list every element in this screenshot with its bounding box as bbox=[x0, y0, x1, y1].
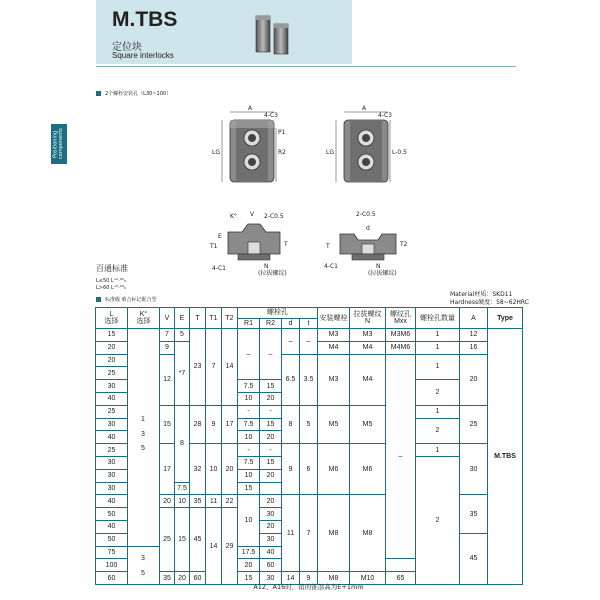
dim-t2-label: T2 bbox=[400, 241, 408, 248]
table-row: 20 12 6.5 3.5 M3 M4 – 1 20 bbox=[96, 354, 523, 367]
dim-chamfer-top-label: 2-C0.5 bbox=[264, 213, 284, 220]
table-row: 60 35 20 60 15 30 14 9 M8 M10 65 bbox=[96, 572, 523, 585]
dim-chamfer-bottom-label: 4-C1 bbox=[212, 265, 226, 272]
header-divider bbox=[96, 66, 516, 67]
dim-chamfer-label: 4-C3 bbox=[264, 112, 278, 119]
dim-r2-label: R2 bbox=[278, 149, 286, 156]
table-row: 25 bbox=[96, 367, 523, 380]
dim-n-note: (拉拔螺纹) bbox=[368, 270, 397, 276]
dim-d-label: d bbox=[366, 225, 370, 232]
table-row: 30 7.5 15 2 bbox=[96, 418, 523, 431]
spec-table bbox=[95, 307, 523, 585]
standard-title: 百通标准 bbox=[96, 264, 128, 273]
dim-t-label: T bbox=[284, 241, 288, 248]
col-thread-hole: 螺纹孔 Mxx bbox=[386, 308, 416, 329]
dim-e-label: E bbox=[218, 233, 222, 240]
col-e: E bbox=[175, 308, 190, 329]
col-r2: R2 bbox=[260, 318, 282, 329]
product-title-en: Square interlocks bbox=[112, 51, 174, 60]
dim-lg-label: LG bbox=[326, 149, 334, 156]
tolerance-note-1: L≤50 L⁺⁰⋅⁰²₀ bbox=[96, 278, 126, 284]
col-a: A bbox=[460, 308, 488, 329]
table-row: 40 10 20 bbox=[96, 392, 523, 405]
dim-chamfer-bottom-label: 4-C1 bbox=[324, 263, 338, 270]
dim-n-note: (拉拔螺纹) bbox=[258, 270, 287, 276]
type-cell: M.TBS bbox=[488, 329, 523, 585]
drawing-side-view-right bbox=[322, 208, 422, 276]
dim-l-label: L-0.5 bbox=[392, 149, 407, 156]
table-row: 30 7.5 15 2 bbox=[96, 456, 523, 469]
section-title-standard bbox=[96, 296, 157, 303]
tolerance-note-2: L>60 L⁺⁰⋅⁰³₀ bbox=[96, 285, 126, 291]
section-title-text: 2个螺栓安装孔（L30~100） bbox=[105, 91, 172, 97]
col-t2: T2 bbox=[222, 308, 238, 329]
dim-a-label: A bbox=[248, 105, 253, 112]
section-marker-icon bbox=[96, 297, 101, 302]
product-title-cn: 定位块 bbox=[112, 42, 142, 53]
hardness-label: Hardness硬度：58~62HRC bbox=[450, 299, 529, 306]
dim-a-label: A bbox=[362, 105, 367, 112]
table-row: 40 20 10 35 11 22 10 20 11 7 M8 M8 35 bbox=[96, 495, 523, 508]
table-row: 20 9 *7 M4 M4 M4M6 1 16 bbox=[96, 341, 523, 354]
product-photo bbox=[252, 12, 294, 56]
section-marker-icon bbox=[96, 91, 101, 96]
col-type: Type bbox=[488, 308, 523, 329]
col-k: K° 选择 bbox=[128, 308, 160, 329]
dim-chamfer-top-label: 2-C0.5 bbox=[356, 211, 376, 218]
dim-k-label: K° bbox=[230, 213, 237, 220]
table-row: 100 20 60 bbox=[96, 559, 523, 572]
col-d: d bbox=[282, 318, 300, 329]
dim-chamfer-label: 4-C3 bbox=[378, 112, 392, 119]
side-tab: Positioning components bbox=[51, 124, 67, 164]
drawing-top-view-right bbox=[322, 104, 412, 190]
dim-p1-label: P1 bbox=[278, 129, 286, 136]
col-r1: R1 bbox=[238, 318, 260, 329]
table-header-row bbox=[96, 308, 523, 319]
material-label: Material材质：SKD11 bbox=[450, 291, 513, 298]
table-row: 50 30 45 bbox=[96, 533, 523, 546]
table-row: 15 7 5 23 7 14 – – – – M3 M3 M3M6 1 12 M.TBS bbox=[96, 329, 523, 342]
col-v: V bbox=[160, 308, 175, 329]
col-bolt-count: 螺栓孔数量 bbox=[416, 308, 460, 329]
footnote: A12、A16时，销的锥部高为E+1mm bbox=[253, 583, 364, 591]
drawing-side-view-left bbox=[208, 208, 308, 276]
cell-k-lower bbox=[128, 546, 160, 584]
section-title-text: 标准级 难合标记配合型 bbox=[105, 297, 157, 303]
table-row: 40 10 20 bbox=[96, 431, 523, 444]
dim-lg-label: LG bbox=[212, 149, 220, 156]
col-t-small: t bbox=[300, 318, 318, 329]
product-code: M.TBS bbox=[112, 8, 178, 31]
section-title-mounting bbox=[96, 90, 171, 97]
col-bolt-hole: 螺栓孔 bbox=[238, 308, 318, 319]
table-row: 50 25 15 45 14 29 30 bbox=[96, 508, 523, 521]
table-row: 25 17 32 10 20 - - 9 6 M6 M6 1 30 bbox=[96, 444, 523, 457]
table-row: 75 17.5 40 bbox=[96, 546, 523, 559]
dim-t1-label: T1 bbox=[210, 243, 218, 250]
col-install-bolt: 安装螺栓 bbox=[318, 308, 350, 329]
dim-v-label: V bbox=[250, 211, 255, 218]
col-t1: T1 bbox=[206, 308, 222, 329]
table-row: 25 15 8 28 9 17 - - 8 5 M5 M5 1 25 bbox=[96, 405, 523, 418]
dim-t-label: T bbox=[326, 243, 330, 250]
dim-n-label: N bbox=[376, 263, 381, 270]
table-row: 40 20 bbox=[96, 520, 523, 533]
dim-n-label: N bbox=[264, 263, 269, 270]
col-t: T bbox=[190, 308, 206, 329]
col-l: L 选择 bbox=[96, 308, 128, 329]
drawing-top-view-left bbox=[208, 104, 298, 190]
table-row: 30 7.5 15 2 bbox=[96, 380, 523, 393]
table-row: 30 7.5 15 bbox=[96, 482, 523, 495]
table-row: 30 10 20 bbox=[96, 469, 523, 482]
col-pull-thread: 拉拔螺纹 N bbox=[350, 308, 386, 329]
